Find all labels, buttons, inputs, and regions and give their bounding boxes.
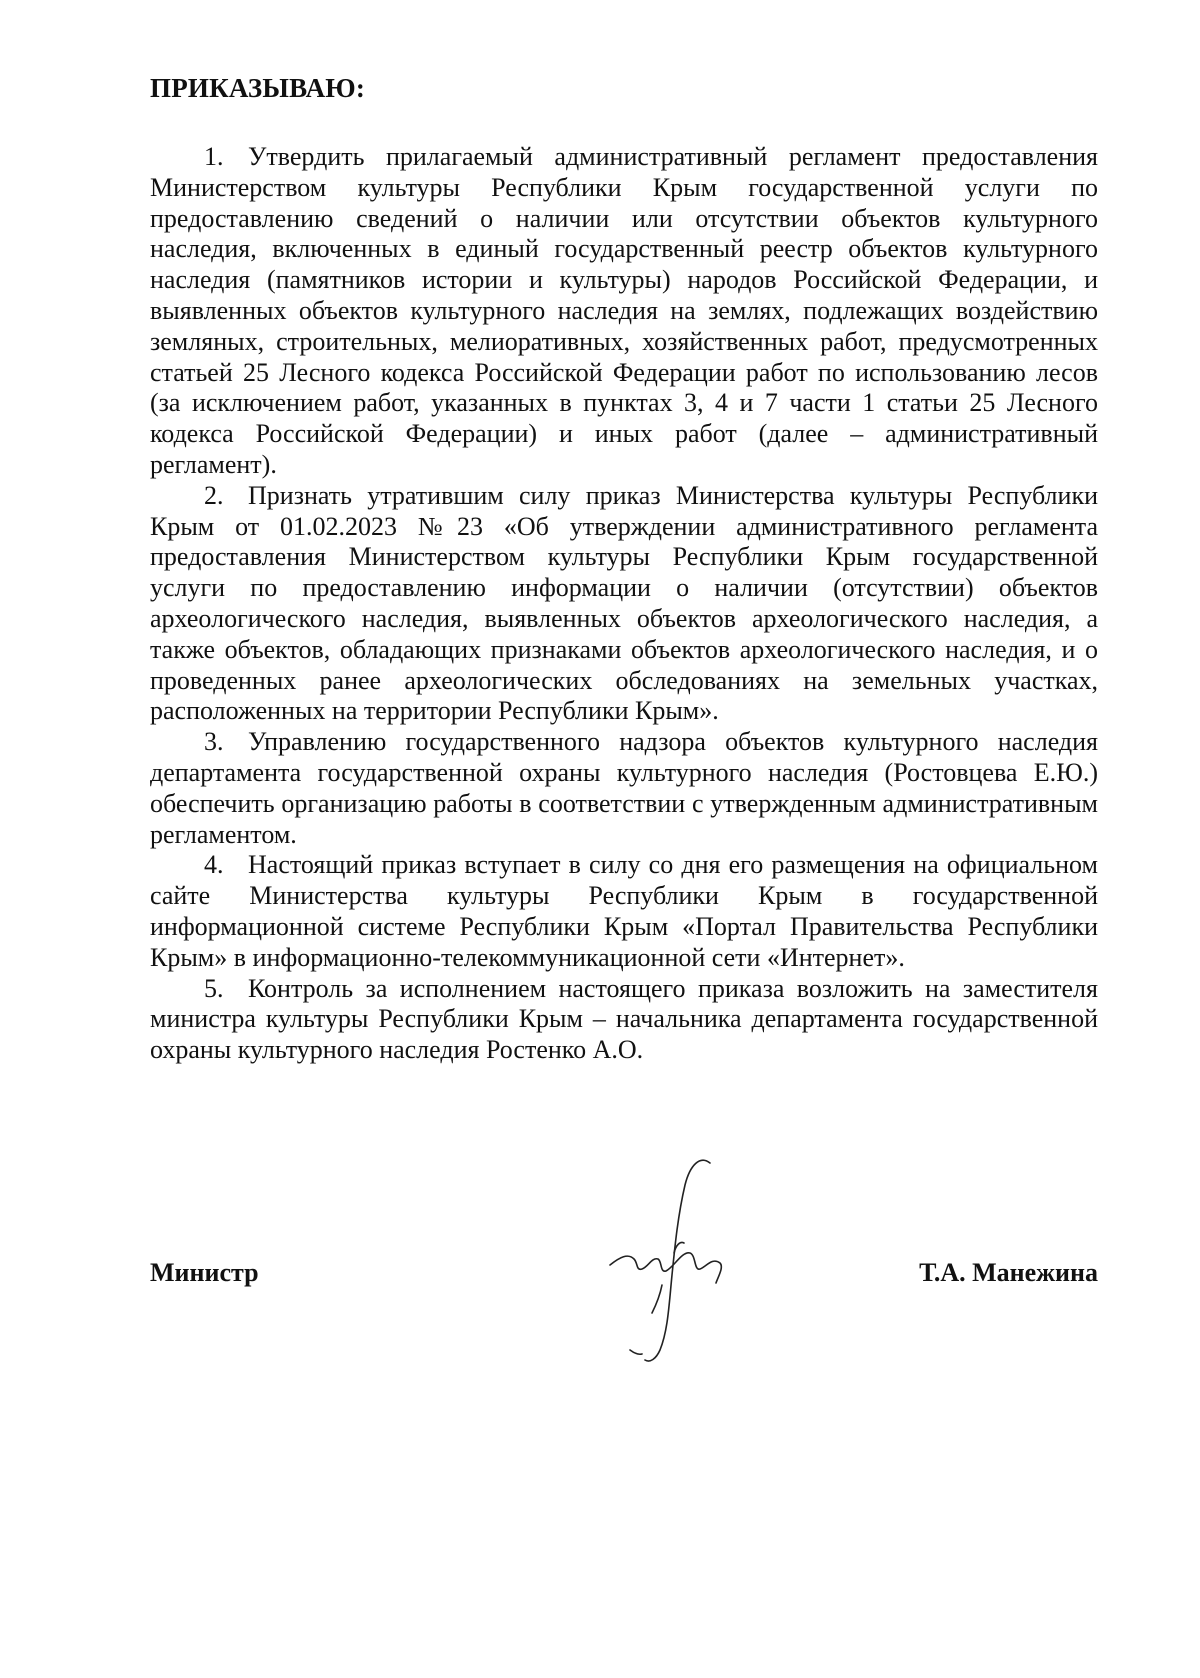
signatory-name: Т.А. Манежина xyxy=(919,1258,1098,1287)
signatory-title: Министр xyxy=(150,1258,259,1287)
item-number: 2. xyxy=(204,480,224,510)
order-item-5 xyxy=(150,974,1098,1066)
item-text: Управлению государственного надзора объектов культурного наследия департамента государственной охраны культурного наследия (Ростовцева Е.Ю.) обеспечить организацию работы в соответствии с утвержденным административным регламентом. xyxy=(150,727,1098,849)
item-number: 3. xyxy=(204,727,224,757)
order-item-1 xyxy=(150,142,1098,481)
document-body xyxy=(150,70,1098,1066)
order-item-4 xyxy=(150,850,1098,973)
item-text: Признать утратившим силу приказ Министерства культуры Республики Крым от 01.02.2023 №23 «Об утверждении административного регламента предоставления Министерством культуры Республики Крым государственной услуги по предоставлению информации о наличии (отсутствии) объектов археологического наследия, выявленных объектов археологического наследия, а также объектов, обладающих признаками объектов археологического наследия, и о проведенных ранее археологических обследованиях на земельных участках, расположенных на территории Республики Крым». xyxy=(150,480,1098,726)
item-number: 5. xyxy=(204,973,224,1003)
order-item-3 xyxy=(150,727,1098,850)
order-heading: ПРИКАЗЫВАЮ: xyxy=(150,73,366,103)
item-number: 1. xyxy=(204,142,224,171)
signature-block xyxy=(150,1145,1098,1365)
item-number: 4. xyxy=(204,850,224,880)
handwritten-signature-icon xyxy=(590,1145,740,1365)
item-text: Контроль за исполнением настоящего приказа возложить на заместителя министра культуры Республики Крым – начальника департамента государственной охраны культурного наследия Ростенко А.О. xyxy=(150,973,1098,1065)
order-item-2 xyxy=(150,481,1098,727)
item-text: Утвердить прилагаемый административный регламент предоставления Министерством культуры Республики Крым государственной услуги по предоставлению сведений о наличии или отсутствии объектов культурного наследия, включенных в единый государственный реестр объектов культурного наследия (памятников истории и культуры) народов Российской Федерации, и выявленных объектов культурного наследия на землях, подлежащих воздействию земляных, строительных, мелиоративных, хозяйственных работ, предусмотренных статьей 25 Лесного кодекса Российской Федерации работ по использованию лесов (за исключением работ, указанных в пунктах 3, 4 и 7 части 1 статьи 25 Лесного кодекса Российской Федерации) и иных работ (далее – административный регламент). xyxy=(150,142,1098,479)
item-text: Настоящий приказ вступает в силу со дня его размещения на официальном сайте Министерства культуры Республики Крым в государственной информационной системе Республики Крым «Портал Правительства Республики Крым» в информационно-телекоммуникационной сети «Интернет». xyxy=(150,850,1098,972)
